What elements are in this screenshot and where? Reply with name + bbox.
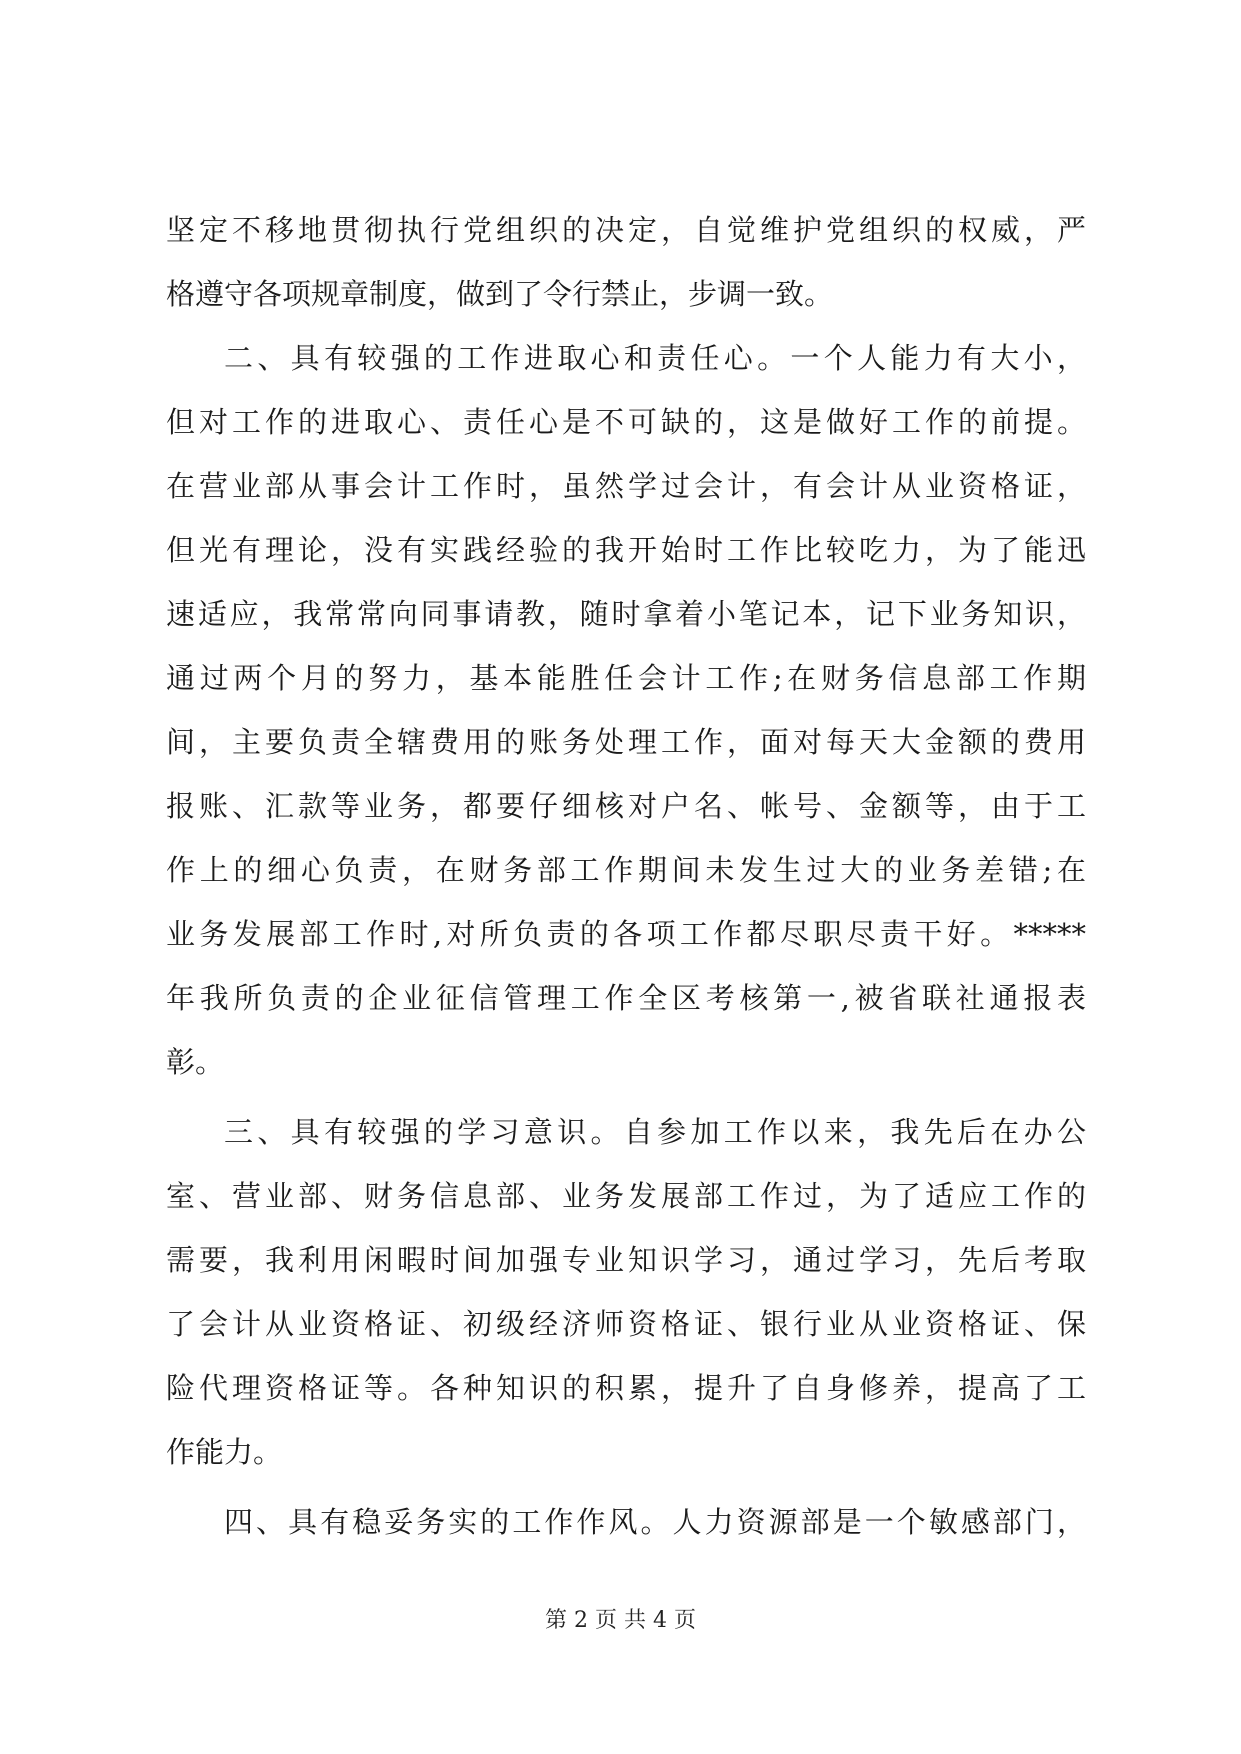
document-body [166, 198, 1086, 1554]
paragraph-1-line-1: 坚定不移地贯彻执行党组织的决定，自觉维护党组织的权威，严 [166, 213, 1086, 247]
paragraph-3-line-2: 室、营业部、财务信息部、业务发展部工作过，为了适应工作的 [166, 1179, 1086, 1213]
paragraph-2-line-2: 但对工作的进取心、责任心是不可缺的，这是做好工作的前提。 [166, 405, 1086, 439]
page-footer: 第 2 页 共 4 页 [545, 1608, 696, 1633]
paragraph-3-line-6: 作能力。 [166, 1435, 283, 1469]
paragraph-2-line-9: 作上的细心负责，在财务部工作期间未发生过大的业务差错;在 [166, 853, 1086, 887]
paragraph-2-line-12: 彰。 [166, 1045, 225, 1079]
paragraph-2-line-11: 年我所负责的企业征信管理工作全区考核第一,被省联社通报表 [166, 981, 1086, 1015]
paragraph-2-line-7: 间，主要负责全辖费用的账务处理工作，面对每天大金额的费用 [166, 725, 1086, 759]
paragraph-4-line-1: 四、具有稳妥务实的工作作风。人力资源部是一个敏感部门， [224, 1505, 1086, 1539]
paragraph-2-line-3: 在营业部从事会计工作时，虽然学过会计，有会计从业资格证， [166, 469, 1086, 503]
paragraph-2-line-8: 报账、汇款等业务，都要仔细核对户名、帐号、金额等，由于工 [166, 789, 1086, 823]
paragraph-1-line-2: 格遵守各项规章制度，做到了令行禁止，步调一致。 [166, 277, 834, 311]
paragraph-3-line-4: 了会计从业资格证、初级经济师资格证、银行业从业资格证、保 [166, 1307, 1086, 1341]
paragraph-2-line-10: 业务发展部工作时,对所负责的各项工作都尽职尽责干好。***** [166, 917, 1086, 951]
paragraph-2-line-1: 二、具有较强的工作进取心和责任心。一个人能力有大小， [224, 341, 1086, 375]
paragraph-3-line-3: 需要，我利用闲暇时间加强专业知识学习，通过学习，先后考取 [166, 1243, 1086, 1277]
paragraph-2-line-6: 通过两个月的努力，基本能胜任会计工作;在财务信息部工作期 [166, 661, 1086, 695]
paragraph-3-line-1: 三、具有较强的学习意识。自参加工作以来，我先后在办公 [224, 1115, 1086, 1149]
paragraph-2-line-5: 速适应，我常常向同事请教，随时拿着小笔记本，记下业务知识， [166, 597, 1086, 631]
paragraph-2-line-4: 但光有理论，没有实践经验的我开始时工作比较吃力，为了能迅 [166, 533, 1086, 567]
paragraph-3-line-5: 险代理资格证等。各种知识的积累，提升了自身修养，提高了工 [166, 1371, 1086, 1405]
